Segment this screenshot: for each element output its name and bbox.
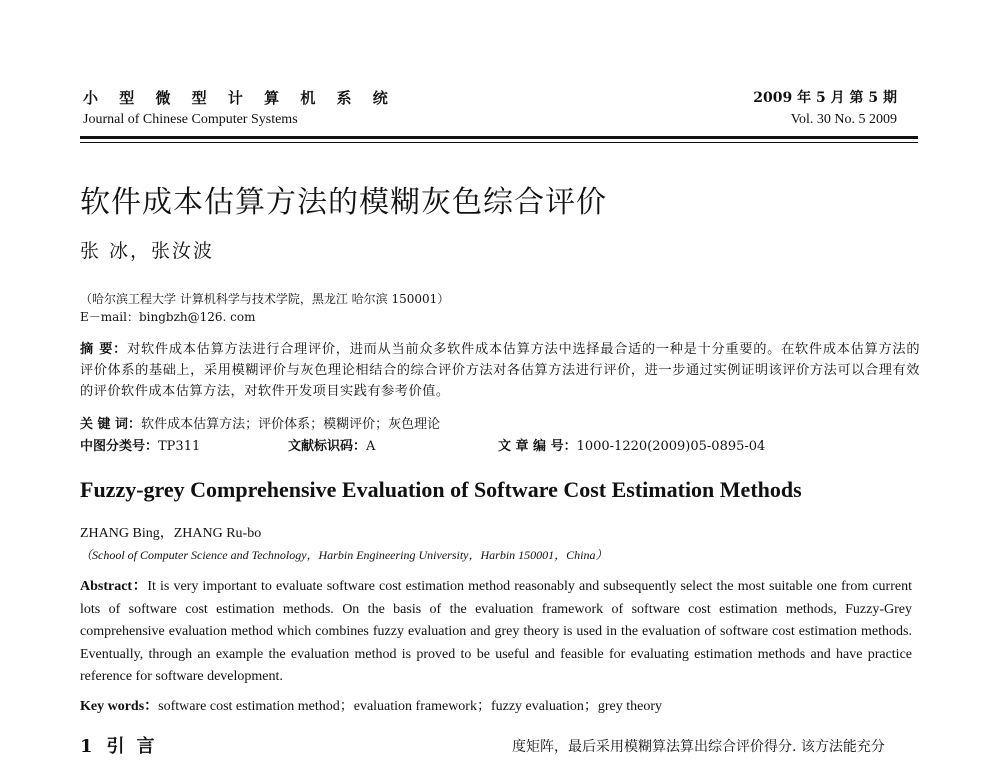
clc-value: TP311 xyxy=(158,439,201,454)
article-title-en: Fuzzy-grey Comprehensive Evaluation of Software Cost Estimation Methods xyxy=(80,477,802,502)
abstract-en-text: It is very important to evaluate software cost estimation method reasonably and subsequently select the most suitable one from current lots of software cost estimation methods. On the basis of the evaluation framework of software cost estimation methods, Fuzzy-Grey comprehensive evaluation method which combines fuzzy evaluation and grey theory is used in the evaluation of software cost estimation methods. Eventually, through an example the evaluation method is proved to be useful and feasible for evaluating estimation methods and have practice reference for software development. xyxy=(80,579,912,684)
author-email: E－mail：bingbzh@126. com xyxy=(80,310,256,324)
journal-name-en: Journal of Chinese Computer Systems xyxy=(83,112,298,127)
article-number xyxy=(498,437,765,457)
abstract-cn-label: 摘 要： xyxy=(80,342,128,357)
abstract-cn xyxy=(80,339,920,402)
keywords-cn xyxy=(80,415,440,435)
affiliation-cn: （哈尔滨工程大学 计算机科学与技术学院，黑龙江 哈尔滨 150001） xyxy=(80,292,450,306)
article-title-cn: 软件成本估算方法的模糊灰色综合评价 xyxy=(80,185,607,220)
header-rule-thin xyxy=(80,142,918,143)
keywords-en-label: Key words： xyxy=(80,699,159,714)
keywords-cn-text: 软件成本估算方法；评价体系；模糊评价；灰色理论 xyxy=(141,417,441,432)
header-rule-thick xyxy=(80,136,918,139)
journal-header-right xyxy=(753,88,897,130)
article-number-label: 文 章 编 号： xyxy=(498,439,577,454)
keywords-en-text: software cost estimation method；evaluation framework；fuzzy evaluation；grey theory xyxy=(158,699,663,714)
document-code-value: A xyxy=(366,439,376,454)
abstract-en xyxy=(80,576,912,689)
section-title: 引言 xyxy=(106,736,167,757)
keywords-cn-label: 关 键 词： xyxy=(80,417,142,432)
article-number-value: 1000-1220(2009)05-0895-04 xyxy=(576,439,766,454)
document-code-label: 文献标识码： xyxy=(288,439,367,454)
document-code xyxy=(288,437,375,457)
affiliation-en: （School of Computer Science and Technology，Harbin Engineering University，Harbin 150001，China） xyxy=(80,548,608,562)
authors-cn: 张 冰，张汝波 xyxy=(80,240,215,262)
issue-info-en: Vol. 30 No. 5 2009 xyxy=(790,112,897,127)
journal-name-cn: 小 型 微 型 计 算 机 系 统 xyxy=(83,89,396,107)
authors-en: ZHANG Bing，ZHANG Ru-bo xyxy=(80,526,262,541)
abstract-en-label: Abstract： xyxy=(80,579,148,594)
section-number: 1 xyxy=(80,736,93,757)
keywords-en xyxy=(80,697,662,717)
abstract-cn-text: 对软件成本估算方法进行合理评价，进而从当前众多软件成本估算方法中选择最合适的一种是十分重要的。在软件成本估算方法的评价体系的基础上，采用模糊评价与灰色理论相结合的综合评价方法对各估算方法进行评价，进一步通过实例证明该评价方法可以合理有效的评价软件成本估算方法，对软件开发项目实践有参考价值。 xyxy=(80,342,921,399)
section-heading xyxy=(80,735,167,759)
issue-info-cn: 2009 年 5 月 第 5 期 xyxy=(753,90,897,106)
clc-number xyxy=(80,437,200,457)
journal-header-left xyxy=(83,88,396,130)
clc-label: 中图分类号： xyxy=(80,439,159,454)
body-text-fragment: 度矩阵，最后采用模糊算法算出综合评价得分. 该方法能充分 xyxy=(512,739,885,755)
